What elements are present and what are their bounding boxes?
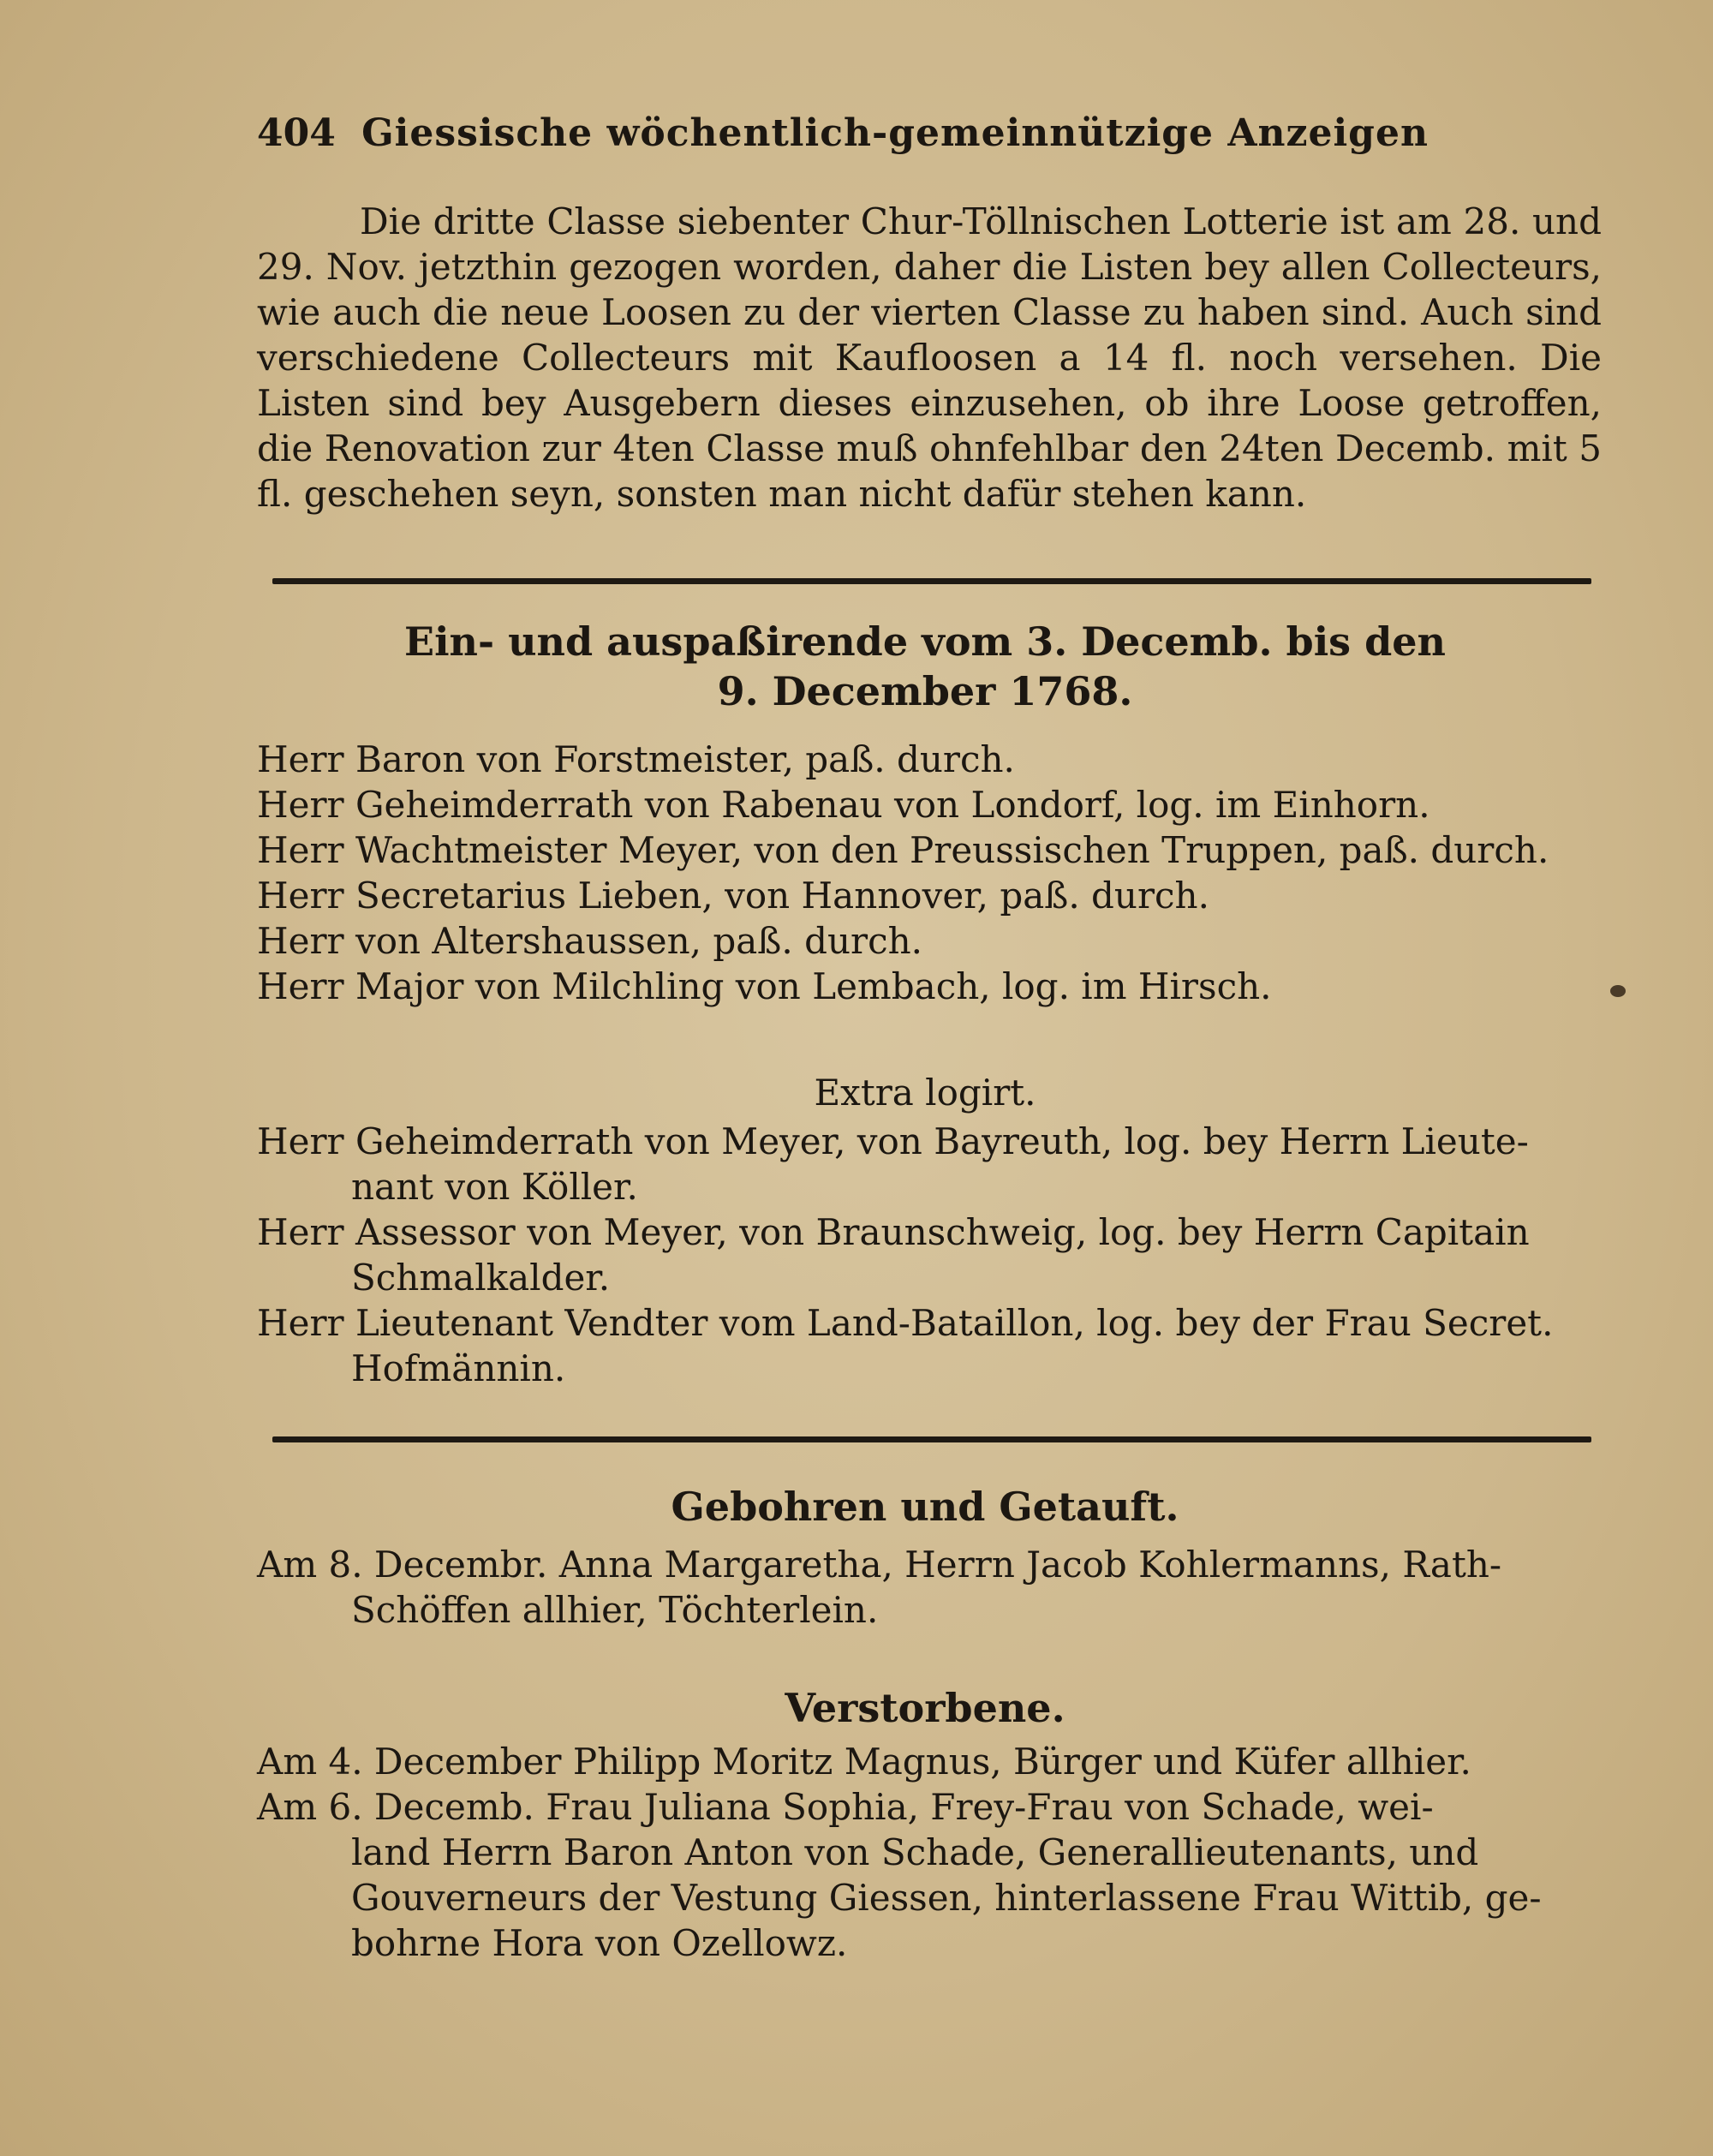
traveller-entry: Herr Wachtmeister Meyer, von den Preussischen Truppen, paß. durch. [257,829,1549,871]
lottery-notice-text: Die dritte Classe siebenter Chur-Töllnischen Lotterie ist am 28. und 29. Nov. jetzthin gezogen worden, daher die Listen bey allen Collecteurs, wie auch die neue Loosen zu der vierten Classe zu haben sind. Auch sind verschiedene Collecteurs mit Kaufloosen a 14 fl. noch versehen. Die Listen sind bey Ausgebern dieses einzusehen, ob ihre Loose getroffen, die Renovation zur 4ten Classe muß ohnfehlbar den 24ten Decemb. mit 5 fl. geschehen seyn, sonsten man nicht dafür stehen kann. [257,200,1602,515]
extra-entry [257,1119,1602,1209]
death-entry-continuation: land Herrn Baron Anton von Schade, Generallieutenants, und [351,1831,1479,1873]
extra-logirt-list [257,1119,1602,1391]
traveller-entry: Herr Baron von Forstmeister, paß. durch. [257,738,1015,780]
births-list [257,1542,1602,1633]
running-title: Giessische wöchentlich-gemeinnützige Anzeigen [361,111,1429,155]
death-entry [257,1784,1602,1966]
traveller-entry: Herr Secretarius Lieben, von Hannover, paß. durch. [257,875,1209,917]
birth-entry [257,1542,1602,1633]
extra-entry-line: Herr Lieutenant Vendter vom Land-Bataillon, log. bey der Frau Secret. [257,1302,1554,1344]
death-entry: Am 4. December Philipp Moritz Magnus, Bürger und Küfer allhier. [257,1741,1471,1783]
page-header [257,111,1439,171]
travellers-heading [257,617,1593,716]
travellers-list [257,737,1602,1009]
traveller-entry: Herr Geheimderrath von Rabenau von Londorf, log. im Einhorn. [257,784,1430,826]
birth-entry-continuation: Schöffen allhier, Töchterlein. [351,1589,879,1631]
extra-entry-continuation: Schmalkalder. [351,1257,611,1299]
extra-entry [257,1209,1602,1300]
divider-rule [272,1436,1591,1442]
birth-entry-line: Am 8. Decembr. Anna Margaretha, Herrn Jacob Kohlermanns, Rath- [257,1544,1502,1586]
travellers-heading-line1: Ein- und auspaßirende vom 3. Decemb. bis den [404,618,1446,665]
extra-entry-continuation: Hofmännin. [351,1347,566,1389]
divider-rule [272,578,1591,584]
deaths-list [257,1739,1602,1966]
extra-entry-continuation: nant von Köller. [351,1166,638,1208]
travellers-heading-line2: 9. December 1768. [717,668,1133,714]
lottery-notice [257,199,1602,517]
death-entry-line: Am 6. Decemb. Frau Juliana Sophia, Frey-Frau von Schade, wei- [257,1786,1434,1828]
extra-entry [257,1300,1602,1391]
traveller-entry: Herr Major von Milchling von Lembach, log. im Hirsch. [257,965,1272,1007]
death-entry-continuation: Gouverneurs der Vestung Giessen, hinterlassene Frau Wittib, ge- [351,1877,1542,1919]
traveller-entry: Herr von Altershaussen, paß. durch. [257,920,922,962]
extra-entry-line: Herr Geheimderrath von Meyer, von Bayreuth, log. bey Herrn Lieute- [257,1120,1529,1162]
extra-logirt-heading: Extra logirt. [814,1072,1036,1114]
ink-blot [1610,985,1626,997]
births-heading: Gebohren und Getauft. [671,1484,1179,1530]
death-entry-continuation: bohrne Hora von Ozellowz. [351,1922,848,1964]
page-number: 404 [257,111,336,155]
deaths-heading: Verstorbene. [785,1685,1065,1731]
extra-entry-line: Herr Assessor von Meyer, von Braunschweig, log. bey Herrn Capitain [257,1211,1530,1253]
